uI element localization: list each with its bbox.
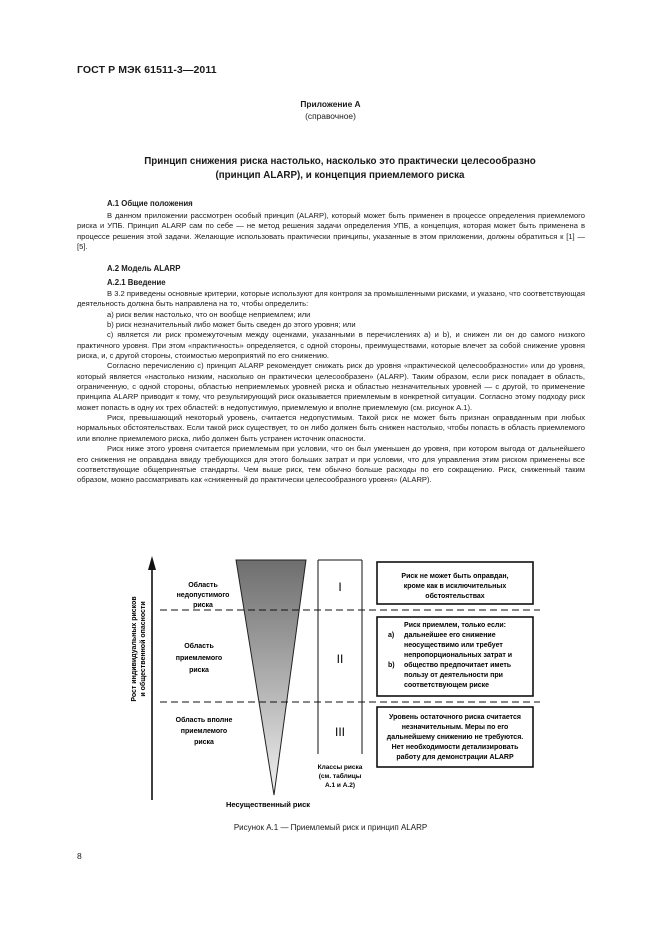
classes-label-line-1: Классы риска [317,764,363,771]
region-2-label-line-1: Область [184,643,214,650]
box3-line-4: Нет необходимости детализировать [391,744,519,751]
region-3-label-line-3: риска [194,739,214,746]
box2-b-line-3: соответствующем риске [404,682,490,689]
classes-label-line-3: А.1 и А.2) [324,782,356,789]
section-a1-heading: А.1 Общие положения [107,199,193,208]
title-line-1: Принцип снижения риска настолько, насколько это практически целесообразно [144,156,536,167]
region-3-label-line-2: приемлемого [180,728,228,735]
box2-a-line-2: неосуществимо или требует [404,642,503,649]
region-1-label-line-2: недопустимого [176,592,230,599]
box2-a-line-3: непропорциональных затрат и [404,652,513,659]
classes-label-line-2: (см. таблицы [318,773,362,780]
arrow-head-icon [148,556,156,570]
list-item-a: а) риск велик настолько, что он вообще неприемлем; или [107,309,311,319]
box2-a-marker: a) [388,632,395,639]
y-axis-label-line-2: и общественной опасности [140,601,147,697]
risk-triangle [236,560,306,795]
class-numerals [335,580,345,739]
box1-line-3: обстоятельствах [425,593,485,600]
box1-line-1: Риск не может быть оправдан, [401,573,509,580]
box2-b-line-1: общество предпочитает иметь [404,662,512,669]
box3-line-2: незначительным. Меры по его [401,724,509,731]
region-2-label-line-3: риска [189,667,209,674]
appendix-title: Приложение А [300,99,361,109]
negligible-risk-label: Несущественный риск [225,800,311,809]
section-a2-heading: А.2 Модель ALARP [107,264,181,273]
document-header: ГОСТ Р МЭК 61511-3—2011 [77,64,217,76]
box2-line-1: Риск приемлем, только если: [404,622,506,629]
figure-caption: Рисунок А.1 — Приемлемый риск и принцип ALARP [233,823,428,832]
paragraph-2: Согласно перечислению с) принцип ALARP рекомендует снижать риск до уровня «практической целесообразности» или до уровня, который является «настолько низким, насколько он практически целесообразен» (ALARP). Таким образом, если риск попадает в область, ограниченную, с одной стороны, областью неприемлемых уровней риска и областью незначительных уровней — с другой, то применение принципа ALARP приводит к тому, что результирующий риск оказывается приемлемым в конкретной ситуации. Согласно этому подходу риск может попасть в одну их трех областей: в недопустимую, приемлемую и вполне приемлемую (см. рисунок А.1). [77,361,585,412]
paragraph-3: Риск, превышающий некоторый уровень, считается недопустимым. Такой риск не может быть признан оправданным при любых нормальных обстоятельствах. Если такой риск существует, то он либо должен быть снижен настолько, чтобы попасть в область приемлемого или вполне приемлемого риска, либо должен быть устранен источник опасности. [77,413,585,443]
region-1-label-line-3: риска [193,602,213,609]
region-2-label-line-2: приемлемого [175,655,223,662]
y-axis-label [131,596,147,702]
y-axis-label-line-1: Рост индивидуальных рисков [131,596,138,702]
box2-b-marker: b) [388,662,395,669]
appendix-subtitle: (справочное) [305,111,356,121]
region-labels [176,581,233,746]
region-1-label-line-1: Область [188,582,218,589]
section-a21-heading: А.2.1 Введение [107,278,166,287]
box3-line-1: Уровень остаточного риска считается [389,714,521,721]
box2-a-line-1: дальнейшее его снижение [404,632,496,639]
region-3-label-line-1: Область вполне [175,717,233,724]
title-line-2: (принцип ALARP), и концепция приемлемого риска [215,170,465,181]
a1-paragraph: В данном приложении рассмотрен особый принцип (ALARP), который может быть применен в процессе определения приемлемого риска и УПБ. Принцип ALARP сам по себе — не метод решения задачи определения УПБ, а концепция, которая может быть применена в процессе решения этой задачи. Желающие использовать практически принципы, указанные в этом приложении, должны обратиться к [1] — [5]. [77,211,585,252]
box3-line-5: работу для демонстрации ALARP [396,754,514,761]
roman-numeral-2: II [336,652,344,666]
box2-b-line-2: пользу от деятельности при [404,672,503,679]
box1-line-2: кроме как в исключительных [403,583,507,590]
box3-line-3: дальнейшему снижению не требуются. [386,734,524,741]
box-acceptable-text [388,622,512,689]
list-item-c: c) является ли риск промежуточным между оценками, указанными в перечислениях а) и b), и снижен ли он до самого низкого практичного уровня. При этом «практичность» определяется, с одной стороны, преимуществами, которые влечет за собой снижение уровня риска, и, с другой стороны, стоимостью мероприятий по его снижению. [77,330,585,361]
roman-numeral-1: I [338,580,342,594]
roman-numeral-3: III [334,725,346,739]
paragraph-1: В 3.2 приведены основные критерии, которые используют для контроля за промышленными рисками, и указано, что соответствующая деятельность должна быть направлена на то, чтобы определить: [77,289,585,309]
page-number: 8 [77,851,82,861]
classes-label [318,764,363,789]
paragraph-4: Риск ниже этого уровня считается приемлемым при условии, что он был уменьшен до уровня, при котором выгода от дальнейшего его снижения не оправдана ввиду требующихся для этого больших затрат и при условии, что для управления этим риском применены все соответствующие общепринятые стандарты. Чем выше риск, тем обычно больше расходы по его сокращению. Риск, сниженный таким образом, можно рассматривать как «сниженный до практически целесообразного уровня» (ALARP). [77,444,585,485]
list-item-b: b) риск незначительный либо может быть сведен до этого уровня; или [107,320,356,330]
